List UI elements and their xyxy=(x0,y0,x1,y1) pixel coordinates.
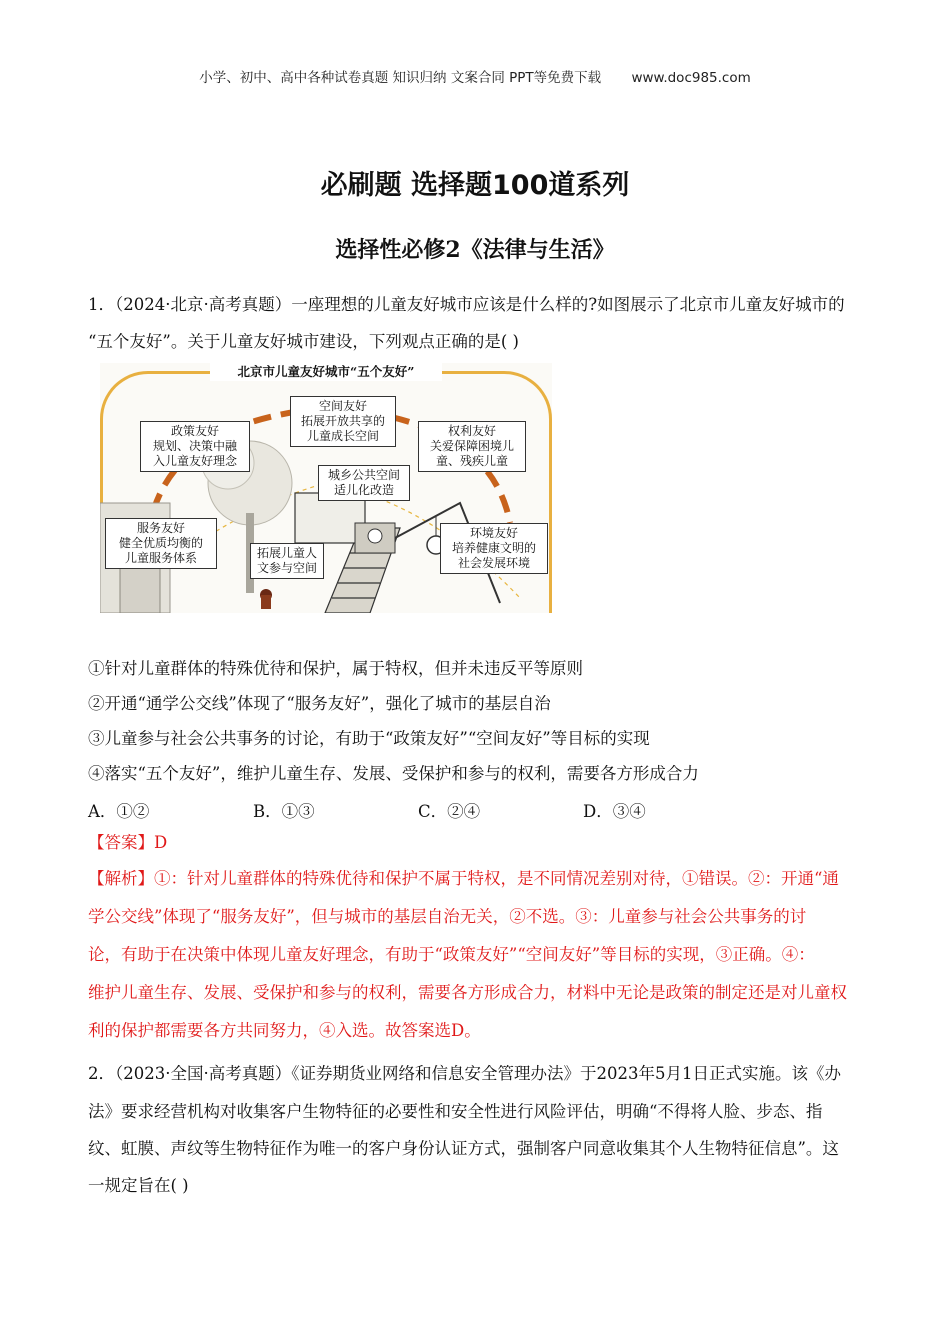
q1-stem-line1: 1．（2024·北京·高考真题）一座理想的儿童友好城市应该是什么样的?如图展示了北京市儿童友好城市的 xyxy=(88,295,845,314)
analysis-line-5: 利的保护都需要各方共同努力，④入选。故答案选D。 xyxy=(88,1021,481,1040)
answer-line xyxy=(88,826,167,860)
figure-title: 北京市儿童友好城市“五个友好” xyxy=(210,363,442,381)
box-service-friendly: 服务友好 健全优质均衡的 儿童服务体系 xyxy=(105,518,217,569)
analysis-line-3: 论，有助于在决策中体现儿童友好理念，有助于“政策友好”“空间友好”等目标的实现，③正确。④： xyxy=(88,945,815,964)
box-policy-friendly: 政策友好 规划、决策中融 入儿童友好理念 xyxy=(140,421,250,472)
box-urban-space: 城乡公共空间 适儿化改造 xyxy=(318,465,410,501)
analysis-line-4: 维护儿童生存、发展、受保护和参与的权利，需要各方形成合力，材料中无论是政策的制定还是对儿童权 xyxy=(88,983,847,1002)
statement-4: ④落实“五个友好”，维护儿童生存、发展、受保护和参与的权利，需要各方形成合力 xyxy=(88,764,699,783)
q2-line-4: 一规定旨在( ) xyxy=(88,1176,189,1195)
q2-line-1: 2．（2023·全国·高考真题）《证券期货业网络和信息安全管理办法》于2023年5月1日正式实施。该《办 xyxy=(88,1064,841,1083)
header-text: 小学、初中、高中各种试卷真题 知识归纳 文案合同 PPT等免费下载 xyxy=(199,70,602,86)
box-space-friendly: 空间友好 拓展开放共享的 儿童成长空间 xyxy=(290,396,396,447)
page-header xyxy=(0,66,950,86)
statement-3: ③儿童参与社会公共事务的讨论，有助于“政策友好”“空间友好”等目标的实现 xyxy=(88,729,650,748)
analysis-line-1: 【解析】①：针对儿童群体的特殊优待和保护不属于特权，是不同情况差别对待，①错误。②：开通“通 xyxy=(88,869,839,888)
q1-figure xyxy=(100,363,552,613)
q1-stem-line2: “五个友好”。关于儿童友好城市建设，下列观点正确的是( ) xyxy=(88,332,519,351)
header-site[interactable]: www.doc985.com xyxy=(631,70,751,86)
box-rights-friendly: 权利友好 关爱保障困境儿 童、残疾儿童 xyxy=(418,421,526,472)
answer-value: D xyxy=(154,833,168,852)
answer-tag: 【答案】 xyxy=(88,833,154,852)
statement-2: ②开通“通学公交线”体现了“服务友好”，强化了城市的基层自治 xyxy=(88,694,551,713)
q2-line-2: 法》要求经营机构对收集客户生物特征的必要性和安全性进行风险评估，明确“不得将人脸、步态、指 xyxy=(88,1102,823,1121)
sub-title: 选择性必修2《法律与生活》 xyxy=(335,237,615,263)
option-c[interactable]: C．②④ xyxy=(418,802,481,821)
statement-1: ①针对儿童群体的特殊优待和保护，属于特权，但并未违反平等原则 xyxy=(88,659,583,678)
analysis-tag: 【解析】 xyxy=(88,869,154,888)
option-b[interactable]: B．①③ xyxy=(253,802,315,821)
option-a[interactable]: A．①② xyxy=(88,802,150,821)
box-culture-space: 拓展儿童人 文参与空间 xyxy=(250,543,324,579)
q2-line-3: 纹、虹膜、声纹等生物特征作为唯一的客户身份认证方式，强制客户同意收集其个人生物特征信息”。这 xyxy=(88,1139,839,1158)
box-environment-friendly: 环境友好 培养健康文明的 社会发展环境 xyxy=(440,523,548,574)
main-title: 必刷题 选择题100道系列 xyxy=(320,170,630,201)
option-d[interactable]: D．③④ xyxy=(583,802,646,821)
analysis-line-2: 学公交线”体现了“服务友好”，但与城市的基层自治无关，②不选。③：儿童参与社会公共事务的讨 xyxy=(88,907,807,926)
